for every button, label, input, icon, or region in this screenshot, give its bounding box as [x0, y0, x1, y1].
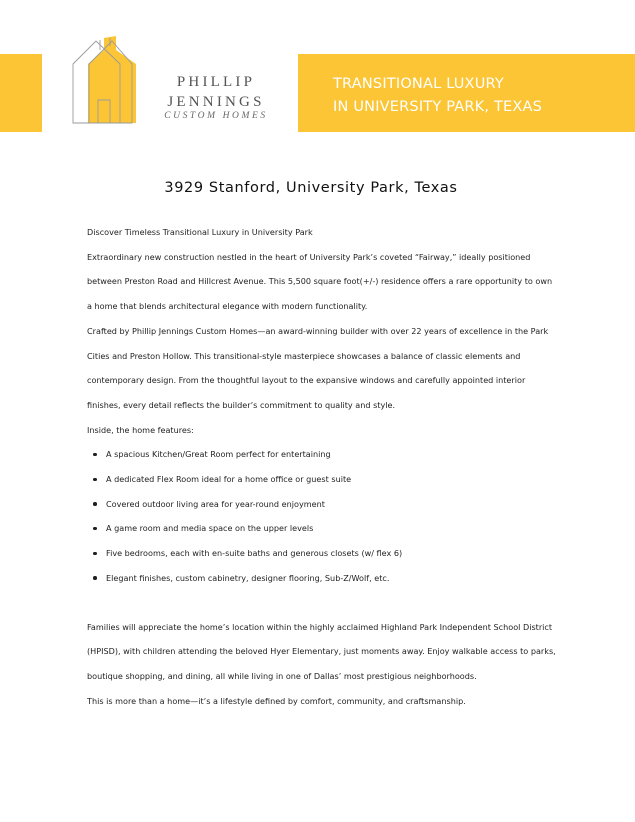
- brand-name-line1: PHILLIP: [176, 74, 256, 90]
- list-item: Five bedrooms, each with en-suite baths and generous closets (w/ flex 6): [106, 541, 557, 566]
- closing-line: This is more than a home—it’s a lifestyle defined by comfort, community, and craftsmanship.: [87, 695, 466, 706]
- house-outline-icon: [70, 36, 138, 126]
- paragraph-builder: Crafted by Phillip Jennings Custom Homes—an award-winning builder with over 22 years of excellence in the Park Cities and Preston Hollow. This transitional-style masterpiece showcases a balance of classic elements and contemporary design. From the thoughtful layout to the expansive windows and carefully appointed interior finishes, every detail reflects the builder’s commitment to quality and style.: [87, 325, 549, 410]
- features-list: [87, 442, 557, 590]
- tagline-line2: IN UNIVERSITY PARK, TEXAS: [333, 99, 543, 115]
- list-item: A dedicated Flex Room ideal for a home office or guest suite: [106, 467, 557, 492]
- header-accent-band-left: [0, 54, 42, 132]
- document-body: [87, 220, 557, 713]
- list-item: Covered outdoor living area for year-round enjoyment: [106, 492, 557, 517]
- list-item: Elegant finishes, custom cabinetry, designer flooring, Sub-Z/Wolf, etc.: [106, 566, 557, 591]
- brand-subtitle: CUSTOM HOMES: [164, 111, 268, 121]
- paragraph-schools: Families will appreciate the home’s location within the highly acclaimed Highland Park Independent School District (HPISD), with children attending the beloved Hyer Elementary, just moments away. Enjoy walkable access to parks, boutique shopping, and dining, all while living in one of Dallas’ most prestigious neighborhoods.: [87, 621, 556, 681]
- brand-name: [148, 72, 284, 112]
- tagline-line1: TRANSITIONAL LUXURY: [333, 76, 504, 92]
- spacer: [87, 591, 557, 615]
- features-intro: Inside, the home features:: [87, 424, 194, 435]
- brand-name-line2: JENNINGS: [167, 94, 265, 110]
- document-title: 3929 Stanford, University Park, Texas: [164, 180, 458, 196]
- intro-heading: Discover Timeless Transitional Luxury in University Park: [87, 227, 313, 237]
- list-item: A spacious Kitchen/Great Room perfect for entertaining: [106, 442, 557, 467]
- header-tagline: [333, 73, 542, 119]
- list-item: A game room and media space on the upper levels: [106, 516, 557, 541]
- paragraph-location: Extraordinary new construction nestled in the heart of University Park’s coveted “Fairway,” ideally positioned between Preston Road and Hillcrest Avenue. This 5,500 square foot(+/-) residence offers a rare opportunity to own a home that blends architectural elegance with modern functionality.: [87, 251, 553, 312]
